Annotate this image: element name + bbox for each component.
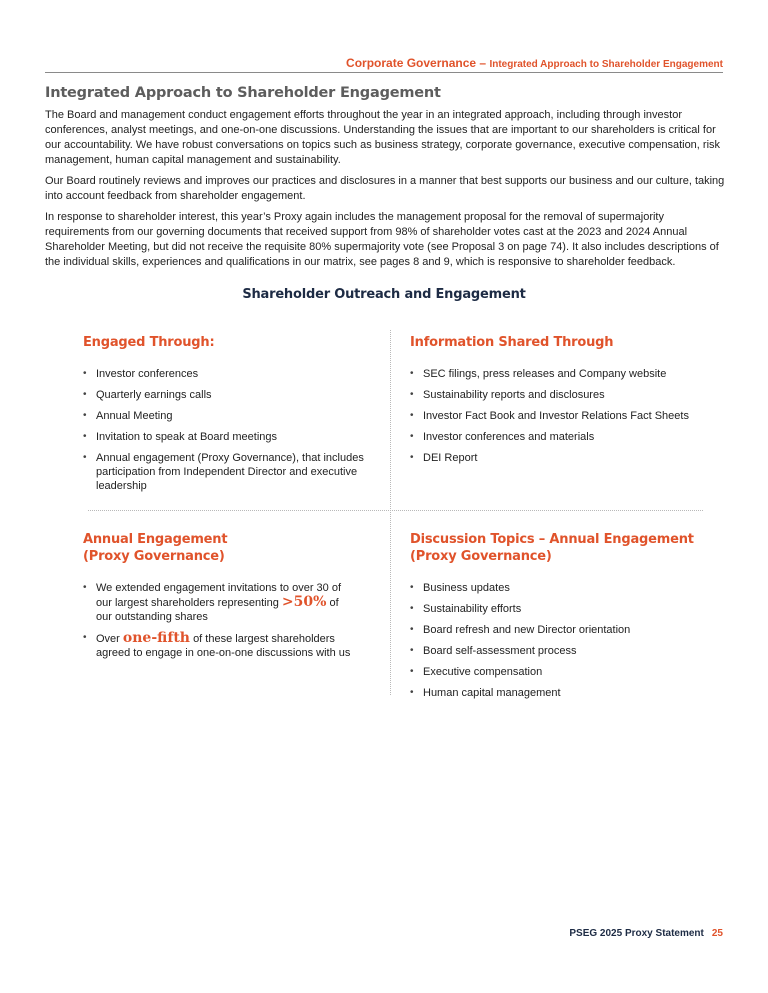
- list-item: • Annual Meeting: [83, 409, 378, 423]
- information-shared-heading: Information Shared Through: [410, 335, 614, 350]
- list-item: • Sustainability reports and disclosures: [410, 388, 710, 402]
- page-number: 25: [711, 928, 723, 939]
- page-footer: [569, 928, 723, 939]
- annual-engagement-panel: [83, 531, 353, 667]
- list-item: [83, 581, 353, 624]
- list-item: • Investor conferences: [83, 367, 378, 381]
- discussion-topics-heading: [410, 531, 710, 565]
- list-item: • SEC filings, press releases and Company website: [410, 367, 710, 381]
- information-shared-panel: [410, 334, 710, 472]
- annual-engagement-heading-line2: (Proxy Governance): [83, 549, 225, 564]
- engaged-through-list: [83, 367, 378, 493]
- annual-engagement-heading-line1: Annual Engagement: [83, 532, 228, 547]
- list-item: • Human capital management: [410, 686, 710, 700]
- list-item: • Investor conferences and materials: [410, 430, 710, 444]
- agreed-suffix: of these largest shareholders agreed to engage in one-on-one discussions with us: [96, 633, 351, 659]
- list-item: [83, 631, 353, 660]
- invitation-suffix: of our outstanding shares: [96, 597, 339, 623]
- invitation-text: We extended engagement invitations to over 30 of our largest shareholders representing: [96, 582, 342, 609]
- intro-paragraph-1: The Board and management conduct engagement efforts throughout the year in an integrated approach, including through investor conferences, analyst meetings, and one-on-one discussions. Understanding the issues that are important to our shareholders is critical for our accountability. We have robust conversations on topics such as business strategy, corporate governance, executive compensation, risk management, human capital management and sustainability.: [45, 109, 721, 166]
- list-item: • Board self-assessment process: [410, 644, 710, 658]
- discussion-topics-panel: [410, 531, 710, 707]
- list-item: • Invitation to speak at Board meetings: [83, 430, 378, 444]
- footer-document-title: PSEG 2025 Proxy Statement: [569, 928, 704, 939]
- list-item: • Quarterly earnings calls: [83, 388, 378, 402]
- annual-engagement-list: [83, 581, 353, 660]
- fraction-highlight: one-fifth: [122, 630, 190, 646]
- header-subsection: Integrated Approach to Shareholder Engagement: [489, 59, 723, 70]
- discussion-topics-list: [410, 581, 710, 700]
- list-item: • Sustainability efforts: [410, 602, 710, 616]
- annual-engagement-heading: [83, 531, 353, 565]
- engaged-through-panel: [83, 334, 378, 500]
- intro-paragraph-3: In response to shareholder interest, this year’s Proxy again includes the management proposal for the removal of supermajority requirements from our governing documents that received support from 98% of shareholder votes cast at the 2023 and 2024 Annual Shareholder Meeting, but did not receive the requisite 80% supermajority vote (see Proposal 3 on page 74). It also includes descriptions of the individual skills, experiences and qualifications in our matrix, see pages 8 and 9, which is responsive to shareholder feedback.: [45, 211, 719, 268]
- vertical-divider: [390, 330, 391, 695]
- list-item: • Board refresh and new Director orientation: [410, 623, 710, 637]
- list-item: • Annual engagement (Proxy Governance), that includes participation from Independent Director and executive leadership: [83, 451, 378, 493]
- horizontal-divider: [88, 510, 703, 511]
- discussion-topics-heading-line1: Discussion Topics – Annual Engagement: [410, 532, 694, 547]
- header-separator: –: [476, 56, 490, 70]
- engaged-through-heading: Engaged Through:: [83, 335, 215, 350]
- over-prefix: Over: [96, 633, 120, 645]
- information-shared-list: [410, 367, 710, 465]
- header-section: Corporate Governance: [346, 56, 477, 70]
- list-item: • Investor Fact Book and Investor Relations Fact Sheets: [410, 409, 710, 423]
- list-item: • Executive compensation: [410, 665, 710, 679]
- page-title: Integrated Approach to Shareholder Engagement: [45, 85, 441, 101]
- intro-text: [45, 108, 725, 276]
- header-rule: [45, 72, 723, 73]
- percent-highlight: >50%: [281, 594, 327, 610]
- list-item: • Business updates: [410, 581, 710, 595]
- discussion-topics-heading-line2: (Proxy Governance): [410, 549, 552, 564]
- intro-paragraph-2: Our Board routinely reviews and improves our practices and disclosures in a manner that best supports our business and our culture, taking into account feedback from shareholder engagement.: [45, 175, 725, 202]
- running-header: [45, 56, 723, 72]
- outreach-title: Shareholder Outreach and Engagement: [242, 287, 526, 302]
- list-item: • DEI Report: [410, 451, 710, 465]
